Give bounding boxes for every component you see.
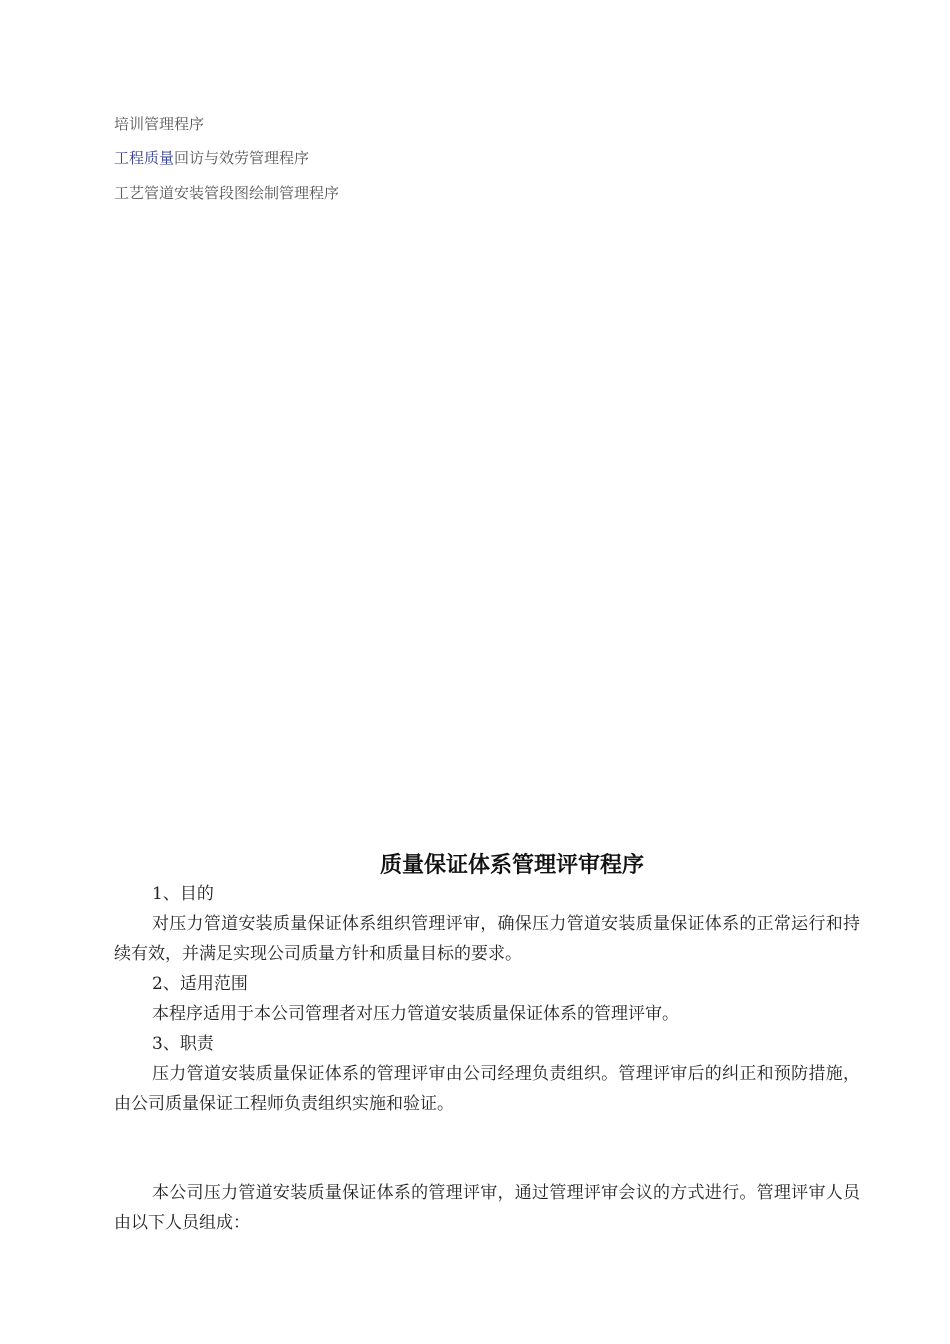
- section-body-purpose: 对压力管道安装质量保证体系组织管理评审，确保压力管道安装质量保证体系的正常运行和持续有效，并满足实现公司质量方针和质量目标的要求。: [114, 914, 860, 964]
- section-body-scope: 本程序适用于本公司管理者对压力管道安装质量保证体系的管理评审。: [152, 1004, 679, 1024]
- toc-item-return-visit: [114, 148, 309, 168]
- quality-link[interactable]: 工程质量: [114, 149, 175, 167]
- document-body-continued: [114, 1178, 860, 1238]
- toc-item-training: [114, 114, 204, 134]
- toc-item-label: 回访与效劳管理程序: [174, 149, 310, 167]
- section-body-responsibility: 压力管道安装质量保证体系的管理评审由公司经理负责组织。管理评审后的纠正和预防措施，由公司质量保证工程师负责组织实施和验证。: [114, 1064, 860, 1114]
- toc-item-label: 工艺管道安装管段图绘制管理程序: [114, 184, 340, 202]
- section-heading-purpose: 1、目的: [152, 884, 214, 904]
- document-body: [114, 879, 860, 1119]
- section-heading-responsibility: 3、职责: [152, 1034, 214, 1054]
- section-body-review-method: 本公司压力管道安装质量保证体系的管理评审，通过管理评审会议的方式进行。管理评审人员由以下人员组成：: [114, 1183, 860, 1233]
- document-title: 质量保证体系管理评审程序: [379, 853, 644, 878]
- section-heading-scope: 2、适用范围: [152, 974, 248, 994]
- toc-item-label: 培训管理程序: [114, 115, 205, 133]
- toc-item-pipe-drawing: [114, 183, 339, 203]
